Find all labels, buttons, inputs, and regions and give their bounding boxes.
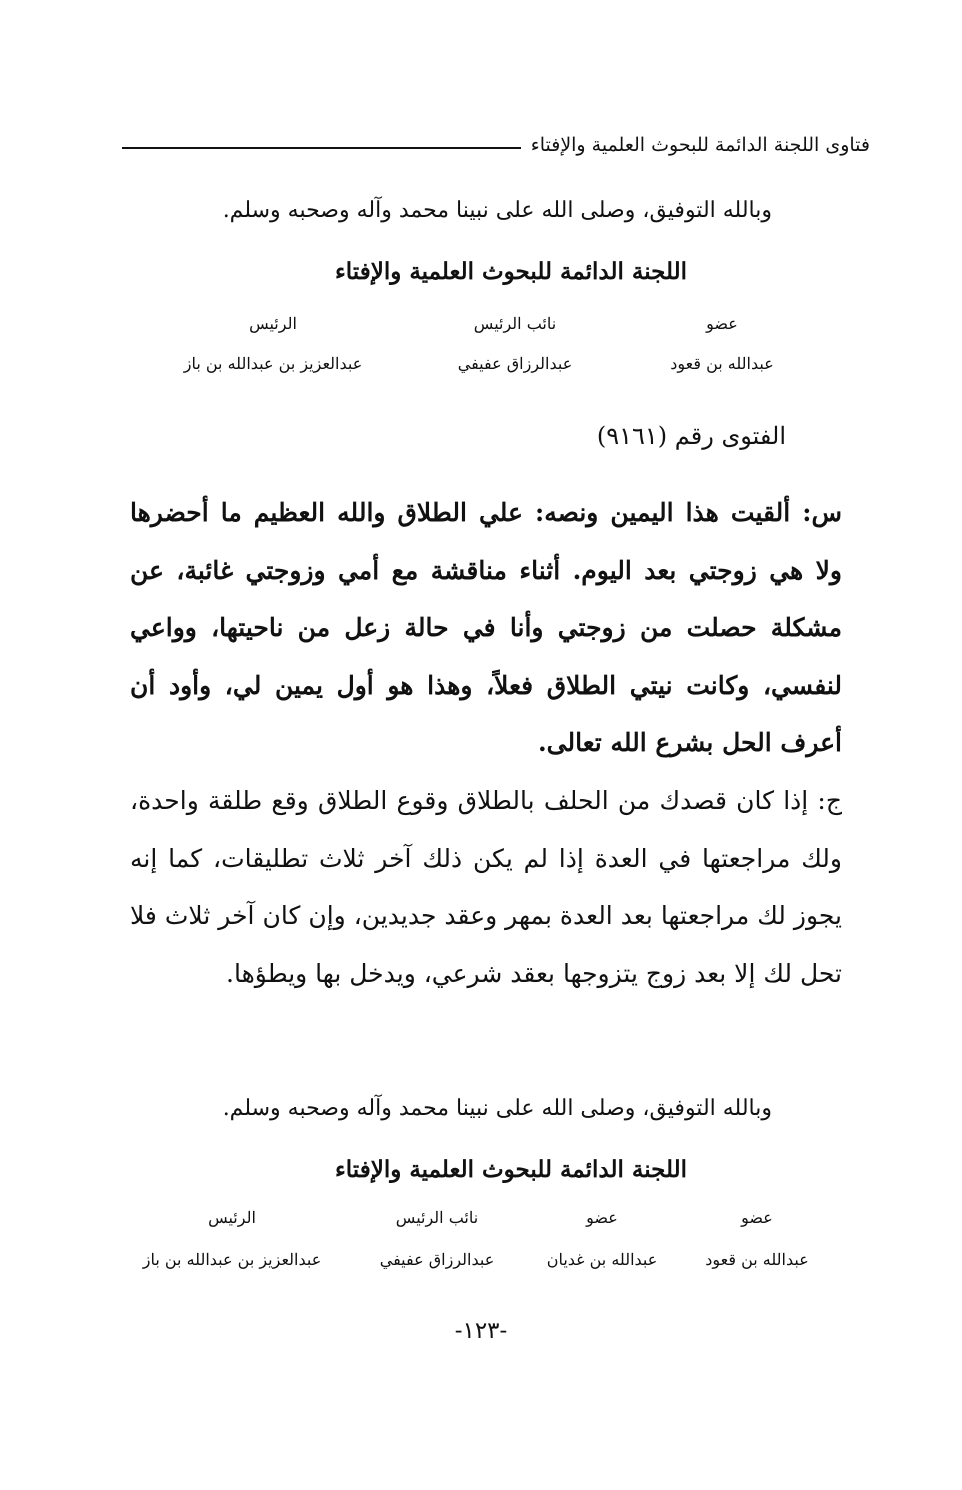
closing-line-1: وبالله التوفيق، وصلى الله على نبينا محمد وآله وصحبه وسلم.	[222, 198, 772, 223]
signature-names-2	[122, 1250, 822, 1269]
signature-name: عبدالله بن غديان	[546, 1250, 658, 1269]
page-number: -١٢٣-	[454, 1318, 508, 1344]
signature-roles-1	[163, 314, 797, 333]
signature-names-1	[163, 354, 797, 373]
question-paragraph: س: ألقيت هذا اليمين ونصه: علي الطلاق والله العظيم ما أحضرها ولا هي زوجتي بعد اليوم. أثناء مناقشة مع أمي وزوجتي غائبة، عن مشكلة حصلت من زوجتي وأنا في حالة زعل من ناحيتها، وواعي لنفسي، وكانت نيتي الطلاق فعلاً، وهذا هو أول يمين لي، وأود أن أعرف الحل بشرع الله تعالى.	[130, 498, 842, 757]
header-title: فتاوى اللجنة الدائمة للبحوث العلمية والإفتاء	[530, 134, 870, 156]
committee-name-2: اللجنة الدائمة للبحوث العلمية والإفتاء	[334, 1156, 687, 1183]
signature-role: نائب الرئيس	[395, 1208, 479, 1227]
signature-name: عبدالعزيز بن عبدالله بن باز	[183, 354, 363, 373]
closing-line-2: وبالله التوفيق، وصلى الله على نبينا محمد وآله وصحبه وسلم.	[222, 1096, 772, 1121]
signature-roles-2	[122, 1208, 822, 1227]
header-rule	[122, 147, 521, 149]
signature-name: عبدالرزاق عفيفي	[379, 1250, 495, 1269]
signature-role: عضو	[586, 1208, 618, 1227]
signature-name: عبدالله بن قعود	[670, 354, 774, 373]
running-header	[122, 128, 870, 162]
answer-paragraph: ج: إذا كان قصدك من الحلف بالطلاق وقوع الطلاق وقع طلقة واحدة، ولك مراجعتها في العدة إذا لم يكن ذلك آخر ثلاث تطليقات، كما إنه يجوز لك مراجعتها بعد العدة بمهر وعقد جديدين، وإن كان آخر ثلاث فلا تحل لك إلا بعد زوج يتزوجها بعقد شرعي، ويدخل بها ويطؤها.	[130, 786, 842, 988]
signature-name: عبدالله بن قعود	[705, 1250, 809, 1269]
signature-name: عبدالرزاق عفيفي	[457, 354, 573, 373]
signature-role: الرئيس	[249, 314, 297, 333]
signature-role: عضو	[741, 1208, 773, 1227]
signature-role: نائب الرئيس	[473, 314, 557, 333]
signature-role: عضو	[706, 314, 738, 333]
signature-name: عبدالعزيز بن عبدالله بن باز	[142, 1250, 322, 1269]
committee-name-1: اللجنة الدائمة للبحوث العلمية والإفتاء	[334, 258, 687, 285]
fatwa-title: الفتوى رقم (٩١٦١)	[596, 422, 786, 450]
signature-role: الرئيس	[208, 1208, 256, 1227]
